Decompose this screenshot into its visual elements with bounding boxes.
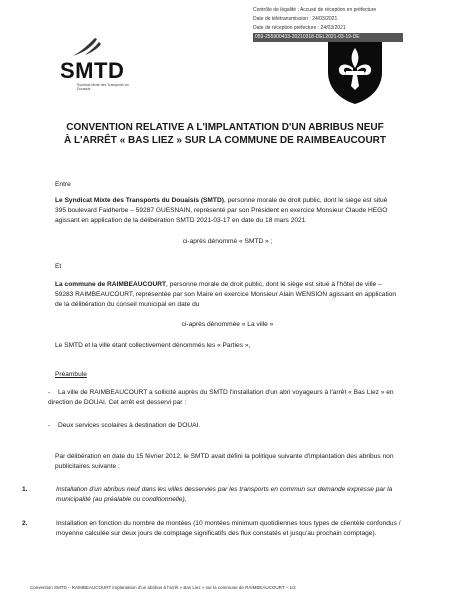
preambule-item-text: Deux services scolaires à destination de DOUAI. — [58, 422, 201, 429]
commune-party-name: La commune de RAIMBEAUCOURT — [55, 281, 167, 288]
preambule-item-text: La ville de RAIMBEAUCOURT a sollicité auprès du SMTD l'installation d'un abri voyageurs à l'arrêt « Bas Liez » en direction de DOUAI. Cet arrêt est desservi par : — [48, 389, 394, 406]
logo-swoosh-icon — [55, 36, 115, 60]
document-title — [60, 121, 390, 147]
entre-label: Entre — [55, 181, 71, 188]
policy-item-number: 1. — [22, 486, 28, 493]
policy-item-text: Installation d'un abribus neuf dans les villes desservies par les transports en commun sur demande expresse par la municipalité (au préalable ou conditionnelle), — [56, 486, 393, 503]
page-footer: Convention SMTD – RAIMBEAUCOURT implantation d'un abribus à l'arrêt « Bas Liez » sur la commune de RAIMBEAUCOURT – 1/2 — [30, 585, 296, 590]
stamp-line: Date de télétransmission : 24/03/2021 — [253, 16, 338, 22]
stamp-id: 059-255900433-20210318-DEL2021-03-19-DE — [253, 33, 403, 42]
commune-party-paragraph — [55, 280, 400, 310]
logo-subtitle: Syndicat Mixte des Transports du Douaisis — [77, 83, 129, 91]
ville-designation: ci-après dénommée « La ville » — [181, 321, 274, 328]
policy-paragraph: Par délibération en date du 15 février 2012, le SMTD avait défini la politique suivante d'implantation des abribus non publicitaires suivante : — [55, 453, 394, 470]
parties-sentence: Le SMTD et la ville étant collectivement dénommés les « Parties », — [55, 342, 251, 349]
smtd-party-paragraph — [55, 196, 400, 226]
smtd-party-details: , personne morale de droit public, dont le siège est situé 395 boulevard Faidherbe – 59287 GUESNAIN, représenté par son Président en exercice Monsieur Claude HEGO agissant en application de la délibération SMTD 2021-03-17 en date du 18 mars 2021 — [55, 197, 388, 224]
policy-item-number: 2. — [22, 520, 28, 527]
smtd-party-name: Le Syndicat Mixte des Transports du Douaisis (SMTD) — [55, 197, 224, 204]
fleur-de-lis-shield-icon — [326, 40, 384, 106]
commune-party-details: , personne morale de droit public, dont le siège est situé à l'hôtel de ville – 59283 RAIMBEAUCOURT, représentée par son Maire en exercice Monsieur Alain WENSION agissant en application de la délibération du conseil municipal en date du — [55, 281, 397, 308]
smtd-logo — [55, 36, 135, 96]
title-line: CONVENTION RELATIVE A L'IMPLANTATION D'UN ABRIBUS NEUF — [66, 122, 384, 133]
et-label: Et — [55, 263, 62, 270]
prefecture-stamp — [253, 6, 403, 42]
smtd-designation: ci-après dénommé « SMTD » ; — [182, 238, 273, 245]
preambule-item: - La ville de RAIMBEAUCOURT a sollicité auprès du SMTD l'installation d'un abri voyageurs à l'arrêt « Bas Liez » en direction de DOUAI. Cet arrêt est desservi par : — [48, 389, 394, 406]
title-line: À L'ARRÊT « BAS LIEZ » SUR LA COMMUNE DE RAIMBEAUCOURT — [63, 135, 386, 146]
stamp-line: Date de réception préfecture : 24/03/2021 — [253, 25, 346, 31]
logo-text: SMTD — [60, 58, 125, 83]
preambule-item: - Deux services scolaires à destination de DOUAI. — [48, 422, 201, 429]
stamp-line: Contrôle de légalité : Accusé de réception en préfecture — [253, 7, 377, 13]
policy-item — [22, 485, 402, 505]
policy-item — [22, 519, 402, 539]
policy-item-text: Installation en fonction du nombre de montées (10 montées minimum quotidiennes tous types de clientèle confondus / moyenne calculée sur deux jours de comptage significatifs des flux constatés et jusqu'au prochain comptage). — [56, 520, 401, 537]
preambule-heading: Préambule — [55, 371, 87, 378]
